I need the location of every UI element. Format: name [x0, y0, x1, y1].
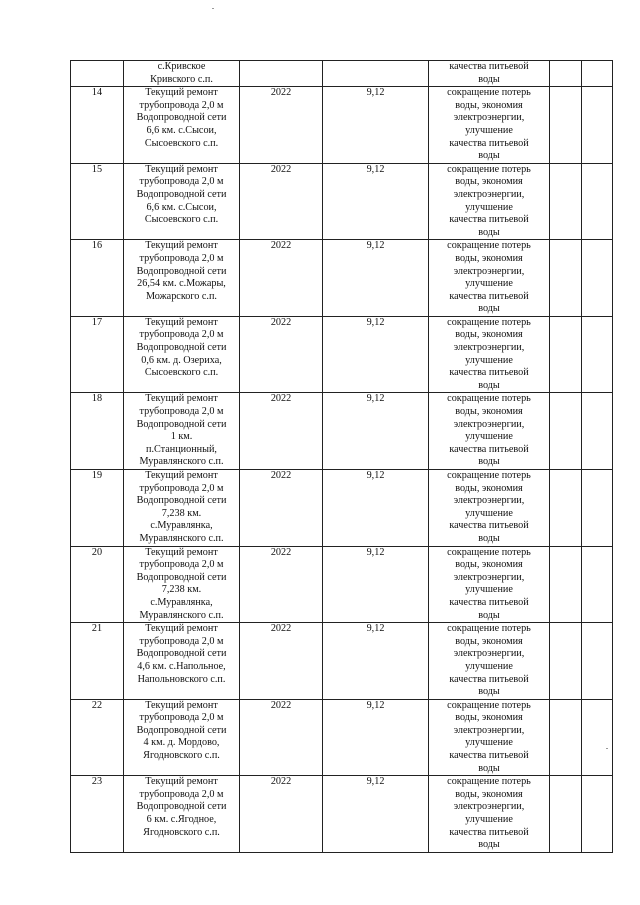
cell-num [71, 699, 124, 776]
cell-empty [550, 623, 582, 700]
table-row [71, 316, 613, 393]
cell-object [124, 87, 240, 164]
object-line: Текущий ремонт [145, 699, 218, 711]
cost-value: 9,12 [366, 240, 385, 252]
cost-value: 9,12 [366, 316, 385, 328]
object-line: Муравлянского с.п. [139, 532, 224, 544]
cell-empty [582, 87, 613, 164]
effect-line: сокращение потерь [447, 163, 531, 175]
cell-num [71, 623, 124, 700]
cell-year [240, 87, 323, 164]
object-line: Муравлянского с.п. [139, 456, 224, 468]
table-row [71, 623, 613, 700]
effect-line: воды [478, 609, 500, 621]
object-line: Текущий ремонт [145, 393, 218, 405]
effect-line: воды, экономия [455, 252, 523, 264]
cell-empty [550, 546, 582, 623]
row-number: 18 [91, 393, 103, 405]
object-line: трубопровода 2,0 м [139, 559, 224, 571]
cost-value: 9,12 [366, 776, 385, 788]
cell-effect [429, 240, 550, 317]
object-line: 1 км. [170, 431, 193, 443]
cell-empty [550, 776, 582, 853]
year-value: 2022 [270, 623, 292, 635]
effect-line: качества питьевой [449, 61, 529, 72]
effect-line: электроэнергии, [453, 571, 525, 583]
row-number: 16 [91, 240, 103, 252]
table-row [71, 393, 613, 470]
effect-line: воды, экономия [455, 406, 523, 418]
effect-line: сокращение потерь [447, 699, 531, 711]
cell-cost [323, 240, 429, 317]
cell-empty [582, 470, 613, 547]
cell-year [240, 163, 323, 240]
cell-num [71, 87, 124, 164]
effect-line: воды [478, 686, 500, 698]
effect-line: воды [478, 379, 500, 391]
cell-year [240, 393, 323, 470]
cell-year [240, 699, 323, 776]
cell-empty [550, 316, 582, 393]
effect-line: качества питьевой [449, 596, 529, 608]
effect-line: электроэнергии, [453, 188, 525, 200]
effect-line: электроэнергии, [453, 648, 525, 660]
row-number: 23 [91, 776, 103, 788]
cell-object [124, 240, 240, 317]
object-line: 4 км. д. Мордово, [143, 737, 220, 749]
effect-line: сокращение потерь [447, 240, 531, 252]
cell-effect [429, 470, 550, 547]
effect-line: улучшение [465, 660, 513, 672]
cell-effect [429, 776, 550, 853]
effect-line: улучшение [465, 737, 513, 749]
cost-value: 9,12 [366, 87, 385, 99]
effect-line: качества питьевой [449, 826, 529, 838]
object-line: 6,6 км. с.Сысои, [146, 124, 217, 136]
effect-line: сокращение потерь [447, 623, 531, 635]
effect-line: воды [478, 150, 500, 162]
cell-cost [323, 87, 429, 164]
cell-empty [582, 240, 613, 317]
cell-object [124, 61, 240, 87]
object-line: 6 км. с.Ягодное, [146, 814, 217, 826]
object-line: Водопроводной сети [136, 495, 227, 507]
cell-empty [550, 393, 582, 470]
object-line: Муравлянского с.п. [139, 609, 224, 621]
cell-effect [429, 163, 550, 240]
object-line: Водопроводной сети [136, 188, 227, 200]
effect-line: качества питьевой [449, 137, 529, 149]
cost-value: 9,12 [366, 699, 385, 711]
cell-cost [323, 163, 429, 240]
object-line: Текущий ремонт [145, 776, 218, 788]
cell-empty [550, 699, 582, 776]
effect-line: воды [478, 456, 500, 468]
cell-cost [323, 316, 429, 393]
object-line: Текущий ремонт [145, 470, 218, 481]
effect-line: сокращение потерь [447, 776, 531, 788]
object-line: трубопровода 2,0 м [139, 788, 224, 800]
object-line: Текущий ремонт [145, 163, 218, 175]
table-row [71, 699, 613, 776]
cell-object [124, 776, 240, 853]
object-line: Можарского с.п. [146, 290, 217, 302]
cell-cost [323, 546, 429, 623]
object-line: трубопровода 2,0 м [139, 176, 224, 188]
cell-num [71, 546, 124, 623]
effect-line: улучшение [465, 278, 513, 290]
object-line: Водопроводной сети [136, 342, 227, 354]
row-number: 15 [91, 163, 103, 175]
effect-line: качества питьевой [449, 367, 529, 379]
cell-empty [582, 776, 613, 853]
effect-line: воды, экономия [455, 99, 523, 111]
object-line: Текущий ремонт [145, 240, 218, 252]
object-line: Сысоевского с.п. [144, 367, 219, 379]
row-number: 19 [91, 470, 103, 481]
effect-line: улучшение [465, 814, 513, 826]
year-value: 2022 [270, 776, 292, 788]
effect-line: электроэнергии, [453, 112, 525, 124]
effect-line: воды, экономия [455, 482, 523, 494]
effect-line: электроэнергии, [453, 342, 525, 354]
effect-line: улучшение [465, 584, 513, 596]
cell-effect [429, 546, 550, 623]
cell-cost [323, 699, 429, 776]
object-line: Ягодновского с.п. [143, 826, 220, 838]
effect-line: воды, экономия [455, 559, 523, 571]
object-line: с.Муравлянка, [150, 520, 213, 532]
object-line: Ягодновского с.п. [143, 750, 220, 762]
table-row [71, 163, 613, 240]
effect-line: воды, экономия [455, 329, 523, 341]
row-number: 21 [91, 623, 103, 635]
object-line: Кривского с.п. [150, 73, 213, 85]
object-line: Водопроводной сети [136, 112, 227, 124]
cell-empty [582, 393, 613, 470]
cell-effect [429, 316, 550, 393]
object-line: Текущий ремонт [145, 316, 218, 328]
cost-value: 9,12 [366, 393, 385, 405]
object-line: 26,54 км. с.Можары, [137, 278, 226, 290]
object-line: трубопровода 2,0 м [139, 252, 224, 264]
cell-num [71, 470, 124, 547]
cell-cost [323, 776, 429, 853]
effect-line: качества питьевой [449, 214, 529, 226]
object-line: Текущий ремонт [145, 546, 218, 558]
effect-line: качества питьевой [449, 750, 529, 762]
effect-line: сокращение потерь [447, 393, 531, 405]
cell-object [124, 163, 240, 240]
effect-line: воды, экономия [455, 712, 523, 724]
effect-line: улучшение [465, 124, 513, 136]
cell-empty [582, 699, 613, 776]
effect-line: сокращение потерь [447, 546, 531, 558]
effect-line: воды [478, 226, 500, 238]
cell-empty [550, 240, 582, 317]
table-row [71, 776, 613, 853]
works-table [70, 60, 613, 853]
effect-line: воды [478, 73, 500, 85]
row-number: 22 [91, 699, 103, 711]
object-line: Водопроводной сети [136, 648, 227, 660]
object-line: трубопровода 2,0 м [139, 482, 224, 494]
cell-effect [429, 393, 550, 470]
cell-num [71, 240, 124, 317]
cost-value: 9,12 [366, 623, 385, 635]
effect-line: качества питьевой [449, 520, 529, 532]
cell-object [124, 623, 240, 700]
cell-num [71, 316, 124, 393]
cost-value: 9,12 [366, 163, 385, 175]
cell-year [240, 316, 323, 393]
object-line: 7,238 км. [161, 507, 202, 519]
effect-line: улучшение [465, 507, 513, 519]
cell-cost [323, 470, 429, 547]
effect-line: электроэнергии, [453, 724, 525, 736]
cell-object [124, 470, 240, 547]
effect-line: качества питьевой [449, 290, 529, 302]
cell-empty [550, 163, 582, 240]
table-row [71, 546, 613, 623]
table-row-continued [71, 61, 613, 87]
object-line: Сысоевского с.п. [144, 214, 219, 226]
object-line: Напольновского с.п. [137, 673, 226, 685]
year-value: 2022 [270, 470, 292, 481]
cell-empty [582, 623, 613, 700]
effect-line: улучшение [465, 201, 513, 213]
effect-line: сокращение потерь [447, 316, 531, 328]
object-line: с.Кривское [157, 61, 206, 72]
object-line: Водопроводной сети [136, 265, 227, 277]
cell-cost [323, 623, 429, 700]
row-number: 20 [91, 546, 103, 558]
year-value: 2022 [270, 546, 292, 558]
cost-value: 9,12 [366, 546, 385, 558]
effect-line: воды, экономия [455, 176, 523, 188]
object-line: с.Муравлянка, [150, 596, 213, 608]
cell-empty [582, 163, 613, 240]
object-line: трубопровода 2,0 м [139, 329, 224, 341]
year-value: 2022 [270, 316, 292, 328]
cell-num [71, 393, 124, 470]
year-value: 2022 [270, 393, 292, 405]
object-line: 6,6 км. с.Сысои, [146, 201, 217, 213]
cell-effect [429, 87, 550, 164]
cost-value: 9,12 [366, 470, 385, 481]
effect-line: воды [478, 762, 500, 774]
object-line: 7,238 км. [161, 584, 202, 596]
cell-empty [550, 470, 582, 547]
year-value: 2022 [270, 699, 292, 711]
cell-num [71, 61, 124, 87]
cell-year [240, 240, 323, 317]
object-line: трубопровода 2,0 м [139, 406, 224, 418]
cell-num [71, 776, 124, 853]
object-line: 4,6 км. с.Напольное, [137, 660, 226, 672]
effect-line: качества питьевой [449, 673, 529, 685]
cell-object [124, 699, 240, 776]
year-value: 2022 [270, 87, 292, 99]
effect-line: качества питьевой [449, 443, 529, 455]
object-line: трубопровода 2,0 м [139, 712, 224, 724]
cell-empty [550, 87, 582, 164]
object-line: п.Станционный, [146, 443, 217, 455]
cell-year [240, 61, 323, 87]
object-line: Водопроводной сети [136, 418, 227, 430]
row-number: 17 [91, 316, 103, 328]
table-row [71, 87, 613, 164]
cell-empty [582, 316, 613, 393]
cell-cost [323, 393, 429, 470]
cell-year [240, 623, 323, 700]
effect-line: воды, экономия [455, 788, 523, 800]
table-row [71, 240, 613, 317]
cell-year [240, 470, 323, 547]
effect-line: воды [478, 839, 500, 851]
table-body [71, 61, 613, 853]
cell-object [124, 546, 240, 623]
cell-effect [429, 61, 550, 87]
cell-object [124, 316, 240, 393]
scan-speck [212, 8, 214, 9]
object-line: Водопроводной сети [136, 571, 227, 583]
table-row [71, 470, 613, 547]
cell-num [71, 163, 124, 240]
object-line: Сысоевского с.п. [144, 137, 219, 149]
year-value: 2022 [270, 163, 292, 175]
cell-effect [429, 699, 550, 776]
object-line: трубопровода 2,0 м [139, 635, 224, 647]
cell-empty [550, 61, 582, 87]
cell-year [240, 776, 323, 853]
cell-cost [323, 61, 429, 87]
effect-line: воды [478, 303, 500, 315]
cell-empty [582, 546, 613, 623]
effect-line: электроэнергии, [453, 801, 525, 813]
cell-year [240, 546, 323, 623]
cell-object [124, 393, 240, 470]
effect-line: электроэнергии, [453, 265, 525, 277]
object-line: Водопроводной сети [136, 801, 227, 813]
object-line: Водопроводной сети [136, 724, 227, 736]
object-line: Текущий ремонт [145, 87, 218, 99]
effect-line: электроэнергии, [453, 495, 525, 507]
effect-line: сокращение потерь [447, 87, 531, 99]
effect-line: электроэнергии, [453, 418, 525, 430]
row-number: 14 [91, 87, 103, 99]
object-line: трубопровода 2,0 м [139, 99, 224, 111]
object-line: Текущий ремонт [145, 623, 218, 635]
effect-line: сокращение потерь [447, 470, 531, 481]
effect-line: улучшение [465, 431, 513, 443]
effect-line: воды [478, 532, 500, 544]
cell-effect [429, 623, 550, 700]
object-line: 0,6 км. д. Озериха, [141, 354, 222, 366]
effect-line: воды, экономия [455, 635, 523, 647]
effect-line: улучшение [465, 354, 513, 366]
year-value: 2022 [270, 240, 292, 252]
cell-empty [582, 61, 613, 87]
